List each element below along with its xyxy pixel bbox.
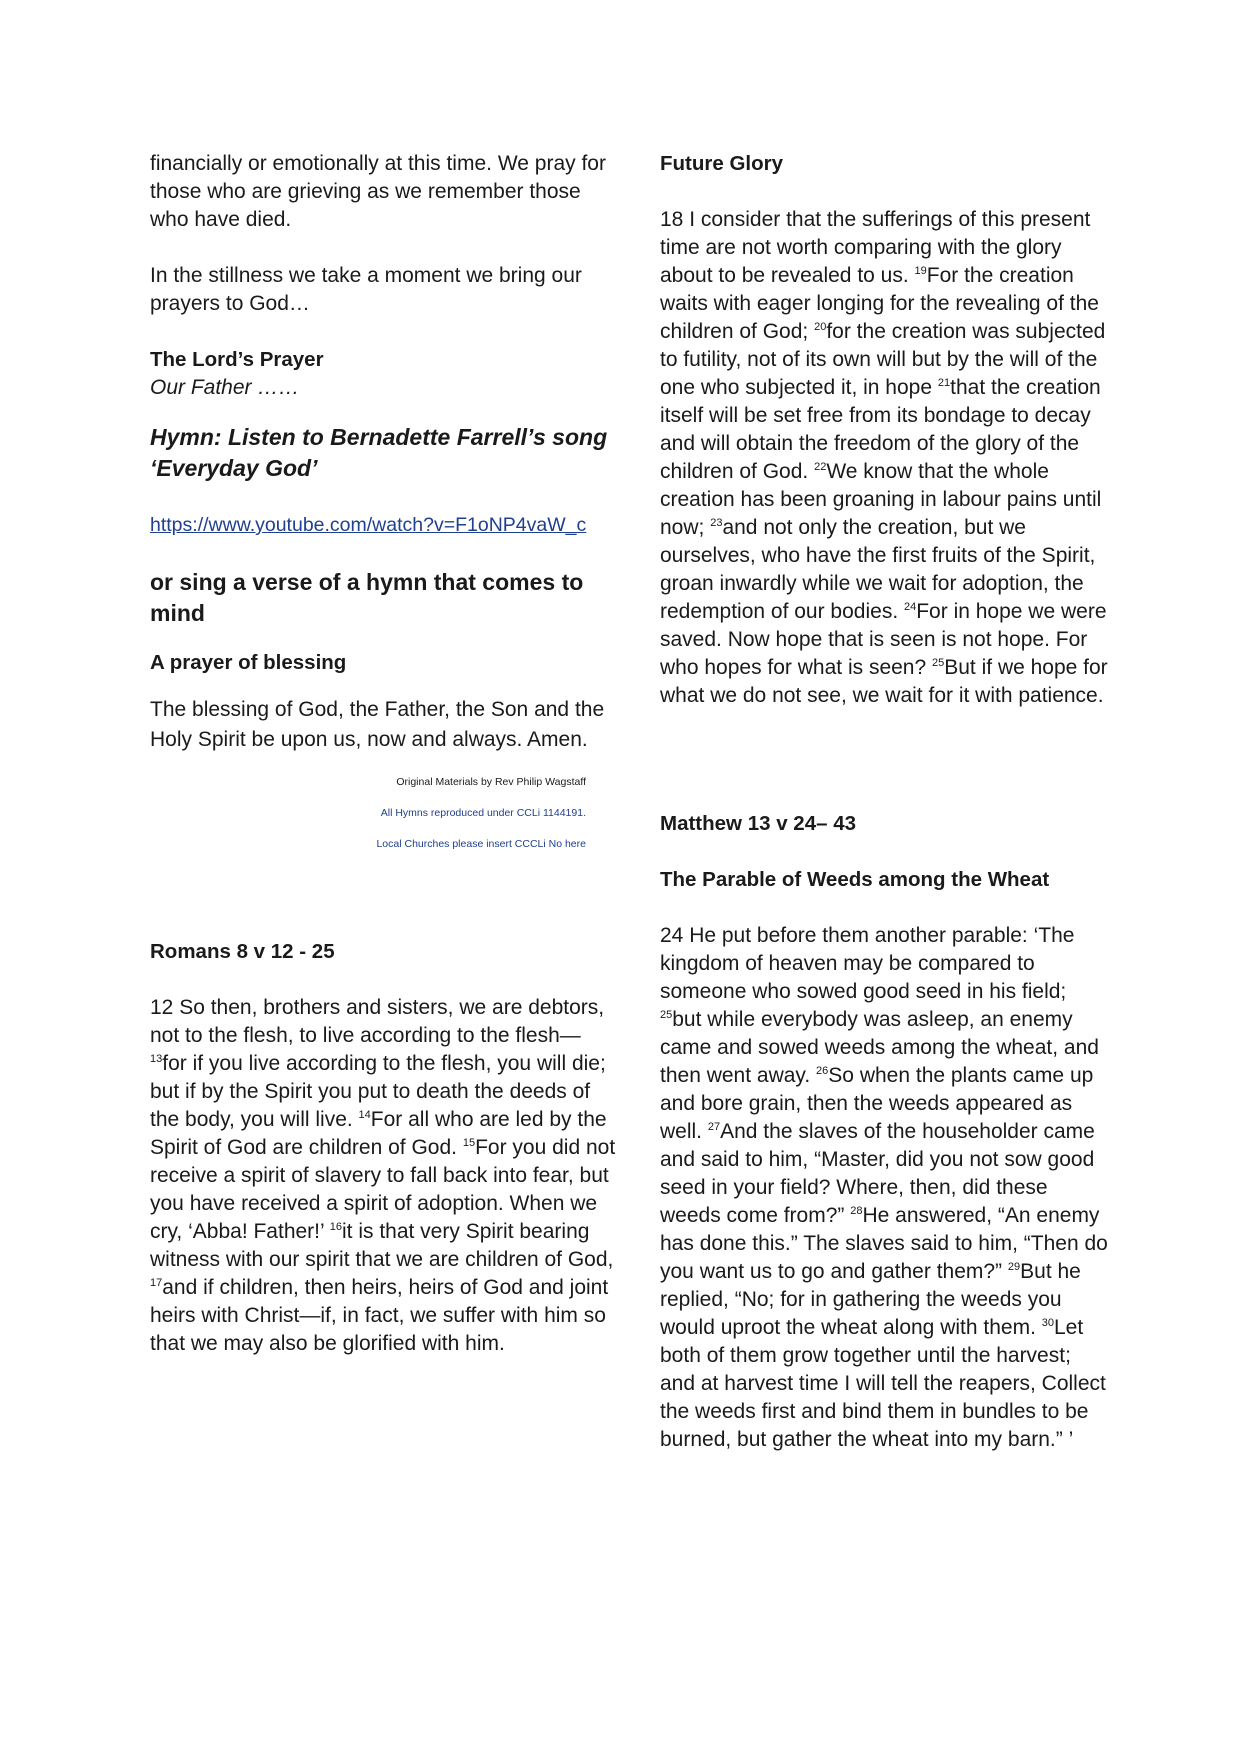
right-column bbox=[660, 150, 1110, 1454]
credits-block bbox=[150, 775, 620, 851]
romans-passage: 12 So then, brothers and sisters, we are debtors, not to the flesh, to live according to the flesh— $^{13}$for if you live according to the flesh, you will die; but if by the Spirit you put to death the deeds of the body, you will live. $^{14}$For all who are led by the Spirit of God are children of God. $^{15}$For you did not receive a spirit of slavery to fall back into fear, but you have received a spirit of adoption. When we cry, ‘Abba! Father!’ $^{16}$it is that very Spirit bearing witness with our spirit that we are children of God, $^{17}$and if children, then heirs, heirs of God and joint heirs with Christ—if, in fact, we suffer with him so that we may also be glorified with him. bbox=[150, 996, 616, 1355]
matthew-heading: Matthew 13 v 24– 43 bbox=[660, 812, 856, 835]
parable-heading: The Parable of Weeds among the Wheat bbox=[660, 868, 1050, 891]
credits-local: Local Churches please insert CCCLi No here bbox=[376, 838, 586, 850]
sing-verse-text: or sing a verse of a hymn that comes to mind bbox=[150, 569, 584, 626]
blessing-heading: A prayer of blessing bbox=[150, 651, 347, 674]
romans-heading: Romans 8 v 12 - 25 bbox=[150, 940, 335, 963]
credits-author: Original Materials by Rev Philip Wagstaff bbox=[396, 776, 586, 788]
romans-continued-passage: 18 I consider that the sufferings of this present time are not worth comparing with the glory about to be revealed to us. $^{19}$For the creation waits with eager longing for the revealing of the children of God; $^{20}$for the creation was subjected to futility, not of its own will but by the will of the one who subjected it, in hope $^{21}$that the creation itself will be set free from its bondage to decay and will obtain the freedom of the glory of the children of God. $^{22}$We know that the whole creation has been groaning in labour pains until now; $^{23}$and not only the creation, but we ourselves, who have the first fruits of the Spirit, groan inwardly while we wait for adoption, the redemption of our bodies. $^{24}$For in hope we were saved. Now hope that is seen is not hope. For who hopes for what is seen? $^{25}$But if we hope for what we do not see, we wait for it with patience. bbox=[660, 208, 1108, 707]
lords-prayer-heading: The Lord’s Prayer bbox=[150, 348, 324, 371]
future-glory-heading: Future Glory bbox=[660, 152, 784, 175]
matthew-passage: 24 He put before them another parable: ‘The kingdom of heaven may be compared to someone who sowed good seed in his field; $^{25}$but while everybody was asleep, an enemy came and sowed weeds among the wheat, and then went away. $^{26}$So when the plants came up and bore grain, then the weeds appeared as well. $^{27}$And the slaves of the householder came and said to him, “Master, did you not sow good seed in your field? Where, then, did these weeds come from?” $^{28}$He answered, “An enemy has done this.” The slaves said to him, “Then do you want us to go and gather them?” $^{29}$But he replied, “No; for in gathering the weeds you would uproot the wheat along with them. $^{30}$Let both of them grow together until the harvest; and at harvest time I will tell the reapers, Collect the weeds first and bind them in bundles to be burned, but gather the wheat into my barn.” ’ bbox=[660, 924, 1108, 1451]
credits-hymns: All Hymns reproduced under CCLi 1144191. bbox=[380, 807, 586, 819]
blessing-text: The blessing of God, the Father, the Son and the Holy Spirit be upon us, now and always. Amen. bbox=[150, 698, 605, 751]
left-column bbox=[150, 150, 620, 1358]
stillness-paragraph: In the stillness we take a moment we bring our prayers to God… bbox=[150, 264, 582, 315]
hymn-youtube-link[interactable]: https://www.youtube.com/watch?v=F1oNP4vaW_c bbox=[150, 514, 587, 536]
hymn-heading: Hymn: Listen to Bernadette Farrell’s song ‘Everyday God’ bbox=[150, 424, 608, 481]
intro-paragraph: financially or emotionally at this time. We pray for those who are grieving as we remember those who have died. bbox=[150, 152, 606, 231]
lords-prayer-text: Our Father …… bbox=[150, 376, 300, 399]
